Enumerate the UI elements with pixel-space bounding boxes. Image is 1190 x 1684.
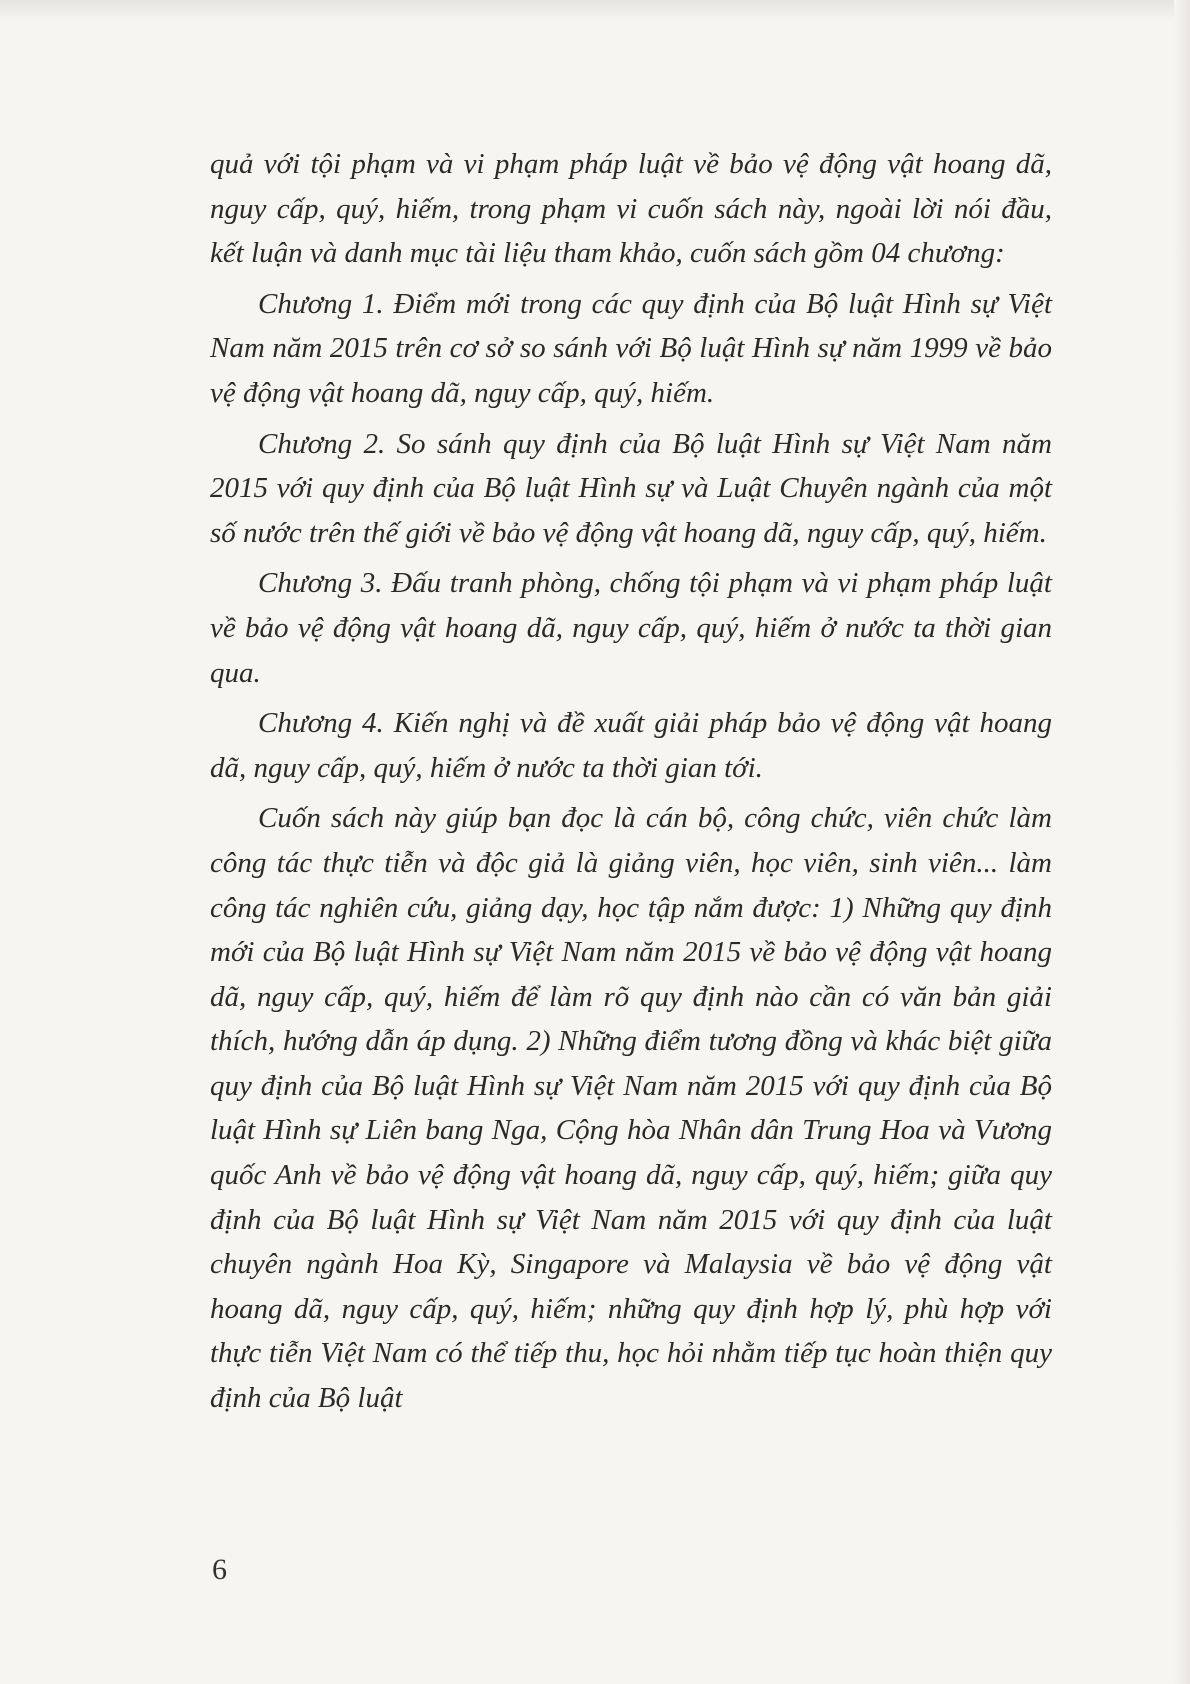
paragraph-chapter-1: Chương 1. Điểm mới trong các quy định của Bộ luật Hình sự Việt Nam năm 2015 trên cơ sở so sánh với Bộ luật Hình sự năm 1999 về bảo vệ động vật hoang dã, nguy cấp, quý, hiếm. [210, 287, 1052, 409]
paragraph-chapter-2: Chương 2. So sánh quy định của Bộ luật Hình sự Việt Nam năm 2015 với quy định của Bộ luật Hình sự và Luật Chuyên ngành của một số nước trên thế giới về bảo vệ động vật hoang dã, nguy cấp, quý, hiếm. [210, 427, 1052, 549]
paragraph-book-purpose: Cuốn sách này giúp bạn đọc là cán bộ, công chức, viên chức làm công tác thực tiễn và độc giả là giảng viên, học viên, sinh viên... làm công tác nghiên cứu, giảng dạy, học tập nắm được: 1) Những quy định mới của Bộ luật Hình sự Việt Nam năm 2015 về bảo vệ động vật hoang dã, nguy cấp, quý, hiếm để làm rõ quy định nào cần có văn bản giải thích, hướng dẫn áp dụng. 2) Những điểm tương đồng và khác biệt giữa quy định của Bộ luật Hình sự Việt Nam năm 2015 với quy định của Bộ luật Hình sự Liên bang Nga, Cộng hòa Nhân dân Trung Hoa và Vương quốc Anh về bảo vệ động vật hoang dã, nguy cấp, quý, hiếm; giữa quy định của Bộ luật Hình sự Việt Nam năm 2015 với quy định của luật chuyên ngành Hoa Kỳ, Singapore và Malaysia về bảo vệ động vật hoang dã, nguy cấp, quý, hiếm; những quy định hợp lý, phù hợp với thực tiễn Việt Nam có thể tiếp thu, học hỏi nhằm tiếp tục hoàn thiện quy định của Bộ luật [210, 802, 1052, 1415]
page-number: 6 [212, 1553, 227, 1586]
paragraph-chapter-4: Chương 4. Kiến nghị và đề xuất giải pháp bảo vệ động vật hoang dã, nguy cấp, quý, hiếm ở nước ta thời gian tới. [210, 707, 1052, 784]
paragraph-chapter-3: Chương 3. Đấu tranh phòng, chống tội phạm và vi phạm pháp luật về bảo vệ động vật hoang dã, nguy cấp, quý, hiếm ở nước ta thời gian qua. [210, 567, 1052, 689]
body-text [210, 142, 1052, 1421]
page-right-edge [1174, 0, 1190, 1684]
page-top-edge [0, 0, 1190, 22]
paragraph-continuation: quả với tội phạm và vi phạm pháp luật về bảo vệ động vật hoang dã, nguy cấp, quý, hiếm, trong phạm vi cuốn sách này, ngoài lời nói đầu, kết luận và danh mục tài liệu tham khảo, cuốn sách gồm 04 chương: [210, 148, 1052, 270]
